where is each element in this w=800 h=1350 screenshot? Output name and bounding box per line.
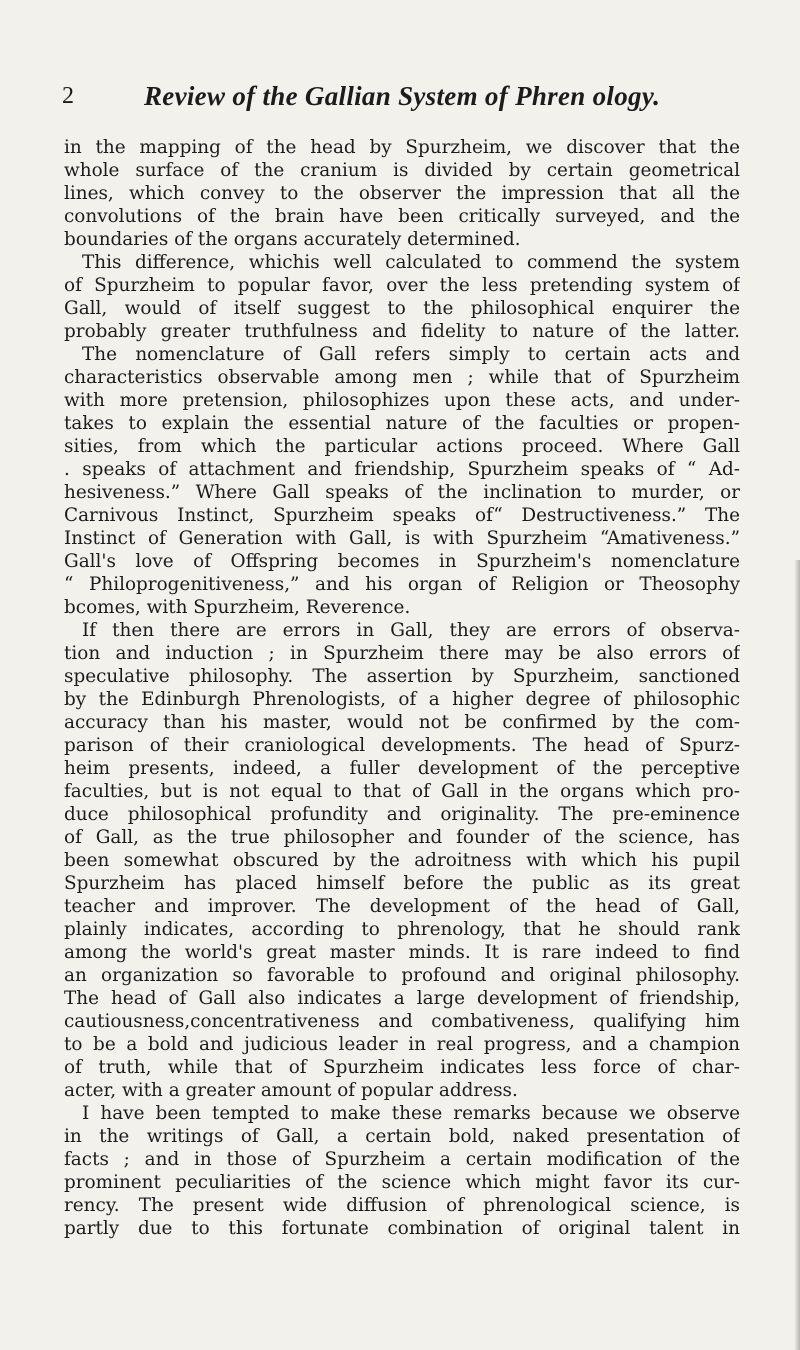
text-line: in the writings of Gall, a certain bold, naked presentation of [64, 1126, 740, 1147]
text-line: to be a bold and judicious leader in real progress, and a champion [64, 1034, 740, 1055]
text-line: The head of Gall also indicates a large development of friendship, [64, 988, 740, 1009]
text-line: partly due to this fortunate combination of original talent in [64, 1218, 740, 1239]
text-line: parison of their craniological developments. The head of Spurz- [64, 735, 740, 756]
text-line: takes to explain the essential nature of the faculties or propen- [64, 413, 740, 434]
text-line: with more pretension, philosophizes upon these acts, and under- [64, 390, 740, 411]
text-line: hesiveness.” Where Gall speaks of the inclination to murder, or [64, 482, 740, 503]
text-line: speculative philosophy. The assertion by Spurzheim, sanctioned [64, 666, 740, 687]
text-line: If then there are errors in Gall, they are errors of observa- [82, 620, 740, 641]
running-title: Review of the Gallian System of Phren ology. [144, 81, 661, 111]
text-line: boundaries of the organs accurately determined. [64, 229, 521, 250]
text-line: convolutions of the brain have been critically surveyed, and the [64, 206, 740, 227]
text-line: Instinct of Generation with Gall, is with Spurzheim “Amativeness.” [64, 528, 740, 549]
text-line: cautiousness,concentrativeness and combativeness, qualifying him [64, 1011, 740, 1032]
text-line: whole surface of the cranium is divided by certain geometrical [64, 160, 740, 181]
text-line: heim presents, indeed, a fuller development of the perceptive [64, 758, 740, 779]
body-text [64, 136, 740, 1240]
text-line: Spurzheim has placed himself before the public as its great [64, 873, 740, 894]
text-line: among the world's great master minds. It is rare indeed to find [64, 942, 740, 963]
page-number: 2 [62, 83, 74, 109]
text-line: duce philosophical profundity and originality. The pre-eminence [64, 804, 740, 825]
text-line: facts ; and in those of Spurzheim a certain modification of the [64, 1149, 740, 1170]
text-line: by the Edinburgh Phrenologists, of a higher degree of philosophic [64, 689, 740, 710]
text-line: plainly indicates, according to phrenology, that he should rank [64, 919, 740, 940]
text-line: of truth, while that of Spurzheim indicates less force of char- [64, 1057, 740, 1078]
text-line: probably greater truthfulness and fidelity to nature of the latter. [64, 321, 740, 342]
text-line: faculties, but is not equal to that of Gall in the organs which pro- [64, 781, 740, 802]
text-line: of Gall, as the true philosopher and founder of the science, has [64, 827, 740, 848]
text-line: an organization so favorable to profound and original philosophy. [64, 965, 740, 986]
page-header [0, 76, 800, 116]
text-line: Carnivous Instinct, Spurzheim speaks of“ Destructiveness.” The [64, 505, 740, 526]
text-line: been somewhat obscured by the adroitness with which his pupil [64, 850, 740, 871]
text-line: acter, with a greater amount of popular address. [64, 1080, 518, 1101]
text-line: accuracy than his master, would not be confirmed by the com- [64, 712, 740, 733]
text-line: tion and induction ; in Spurzheim there may be also errors of [64, 643, 740, 664]
text-line: in the mapping of the head by Spurzheim, we discover that the [64, 137, 740, 158]
text-line: This difference, whichis well calculated to commend the system [82, 252, 740, 273]
text-line: rency. The present wide diffusion of phrenological science, is [64, 1195, 740, 1216]
text-line: I have been tempted to make these remarks because we observe [82, 1103, 740, 1124]
text-line: characteristics observable among men ; while that of Spurzheim [64, 367, 740, 388]
text-line: sities, from which the particular actions proceed. Where Gall [64, 436, 740, 457]
text-line: Gall, would of itself suggest to the philosophical enquirer the [64, 298, 740, 319]
text-line: prominent peculiarities of the science which might favor its cur- [64, 1172, 740, 1193]
text-line: bcomes, with Spurzheim, Reverence. [64, 597, 411, 618]
text-line: The nomenclature of Gall refers simply to certain acts and [82, 344, 740, 365]
text-line: Gall's love of Offspring becomes in Spurzheim's nomenclature [64, 551, 740, 572]
text-line: “ Philoprogenitiveness,” and his organ of Religion or Theosophy [64, 574, 740, 595]
text-line: lines, which convey to the observer the impression that all the [64, 183, 740, 204]
text-line: of Spurzheim to popular favor, over the less pretending system of [64, 275, 740, 296]
text-line: . speaks of attachment and friendship, Spurzheim speaks of “ Ad- [64, 459, 740, 480]
text-line: teacher and improver. The development of the head of Gall, [64, 896, 740, 917]
page-edge-shadow [794, 560, 800, 1350]
